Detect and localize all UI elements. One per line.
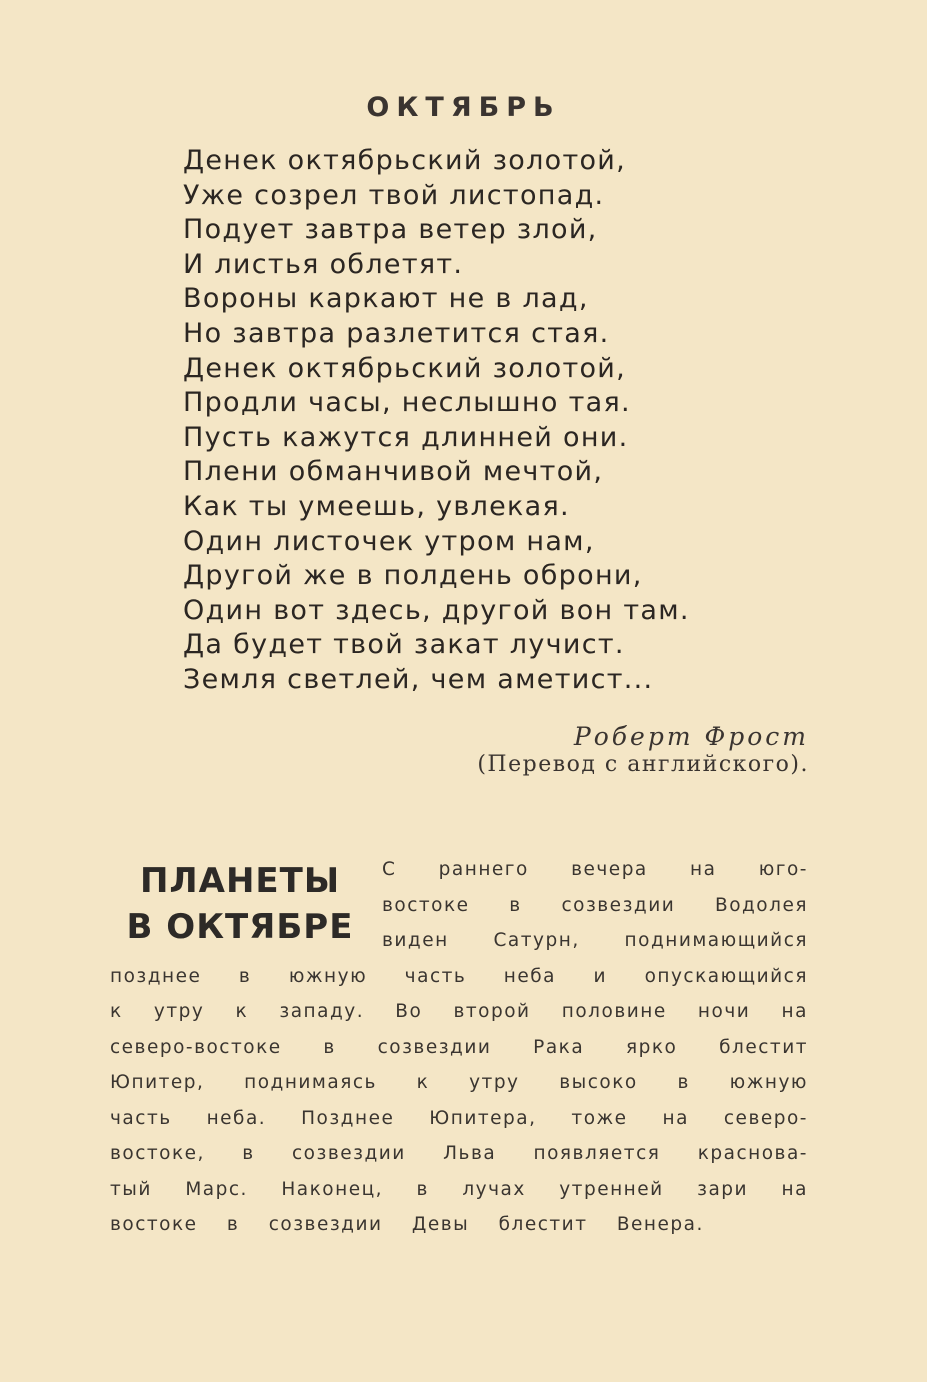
- article-word: к: [235, 1001, 249, 1022]
- article-word: виден: [382, 930, 449, 951]
- article-word: Сатурн,: [493, 930, 580, 951]
- article-word: появляется: [533, 1143, 661, 1164]
- article-word: к: [110, 1001, 123, 1022]
- article-word: северо-востоке: [110, 1036, 282, 1058]
- article-line: [110, 1101, 808, 1137]
- article-word: к: [416, 1072, 430, 1093]
- article-word: в: [416, 1178, 429, 1200]
- article-word: неба: [503, 965, 557, 987]
- article-word: в: [677, 1072, 690, 1093]
- article-word: Во: [395, 1001, 423, 1022]
- article-line: [110, 1172, 808, 1208]
- article-word: западу.: [279, 1001, 365, 1022]
- article-body: [110, 852, 808, 1243]
- article-word: утру: [153, 1001, 205, 1022]
- poem-line: Вороны каркают не в лад,: [183, 283, 589, 315]
- article-word: половине: [561, 1001, 667, 1022]
- article-word: на: [781, 1178, 808, 1200]
- article-line: [110, 1030, 808, 1066]
- poem-line: Денек октябрьский золотой,: [183, 145, 627, 176]
- poem-line: Уже созрел твой листопад.: [183, 179, 605, 211]
- article-word: в: [238, 965, 252, 987]
- article-word: ночи: [697, 1001, 751, 1022]
- article-word: востоке,: [110, 1143, 205, 1164]
- poem-line: Один вот здесь, другой вон там.: [183, 594, 690, 626]
- article-word: зари: [697, 1178, 749, 1200]
- article-word: в: [242, 1143, 255, 1164]
- article-word: лучах: [462, 1178, 526, 1200]
- poem-line: Один листочек утром нам,: [183, 525, 595, 557]
- article-word: утренней: [559, 1178, 664, 1200]
- article-word: южную: [288, 965, 368, 987]
- article-word: южную: [729, 1072, 808, 1093]
- article-word: поднимающийся: [624, 930, 808, 951]
- article-word: Водолея: [715, 894, 808, 916]
- article-word: и: [593, 965, 608, 987]
- poem-line: И листья облетят.: [183, 248, 464, 280]
- article-word: блестит: [719, 1036, 808, 1058]
- article-word: созвездии: [292, 1143, 406, 1164]
- article-word: на: [781, 1001, 808, 1022]
- article-word: поднимаясь: [244, 1072, 377, 1093]
- article-word: Юпитер,: [110, 1072, 205, 1093]
- article-word: Рака: [533, 1036, 585, 1058]
- poem-line: Денек октябрьский золотой,: [183, 352, 627, 384]
- article-word: северо-: [723, 1107, 808, 1129]
- poem-line: Другой же в полдень оброни,: [183, 560, 643, 592]
- article-line: [110, 959, 808, 995]
- article-word: юго-: [758, 859, 808, 880]
- article-word: Юпитера,: [429, 1107, 537, 1129]
- translation-note: (Перевод с английского).: [477, 752, 809, 777]
- article-word: краснова-: [697, 1143, 808, 1164]
- poem-line: Да будет твой закат лучист.: [183, 629, 625, 661]
- article-line: [110, 1136, 808, 1172]
- article-line: [110, 1065, 808, 1101]
- poem-body: [183, 144, 823, 698]
- article-word: тый: [110, 1178, 152, 1200]
- article-word: ярко: [625, 1036, 678, 1058]
- article-word: Позднее: [301, 1107, 395, 1129]
- article-title-line-2: В ОКТЯБРЕ: [126, 907, 354, 947]
- article-word: в: [323, 1036, 336, 1058]
- article-title-line-1: ПЛАНЕТЫ: [139, 861, 341, 901]
- article-word: созвездии: [377, 1036, 492, 1058]
- article-word: Марс.: [185, 1178, 248, 1200]
- article-word: Наконец,: [281, 1178, 384, 1200]
- article-word: тоже: [571, 1107, 628, 1129]
- poem-line: Земля светлей, чем аметист...: [183, 663, 654, 695]
- poem-title: ОКТЯБРЬ: [366, 92, 561, 123]
- article-word: второй: [453, 1001, 531, 1022]
- poem-line: Подует завтра ветер злой,: [183, 214, 598, 246]
- article-word: утру: [469, 1072, 520, 1093]
- article-word: Льва: [443, 1143, 497, 1164]
- poem-line: Но завтра разлетится стая.: [183, 317, 610, 349]
- article-word: на: [662, 1107, 689, 1129]
- article-word: в: [509, 894, 522, 916]
- article-line: [110, 994, 808, 1030]
- article-word: часть: [110, 1107, 172, 1129]
- article-word: опускающийся: [644, 965, 808, 987]
- article-word: востоке: [382, 894, 470, 916]
- poem-line: Пусть кажутся длинней они.: [183, 421, 629, 453]
- poem-author: Роберт Фрост: [573, 722, 809, 751]
- article-line: [382, 888, 808, 924]
- article-word: вечера: [571, 859, 648, 880]
- article-word: высоко: [559, 1072, 638, 1093]
- article-word: раннего: [438, 859, 529, 880]
- article-word: неба.: [206, 1107, 267, 1129]
- article-word: созвездии: [561, 894, 676, 916]
- poem-line: Плени обманчивой мечтой,: [183, 456, 604, 488]
- article-line: востоке в созвездии Девы блестит Венера.: [110, 1214, 704, 1235]
- article-line: [382, 923, 808, 959]
- article-word: С: [382, 859, 397, 880]
- poem-line: Продли часы, неслышно тая.: [183, 387, 631, 419]
- article-line: [382, 852, 808, 888]
- article-word: часть: [404, 965, 467, 987]
- article-word: на: [690, 859, 717, 880]
- article-word: позднее: [110, 965, 202, 987]
- poem-line: Как ты умеешь, увлекая.: [183, 490, 570, 522]
